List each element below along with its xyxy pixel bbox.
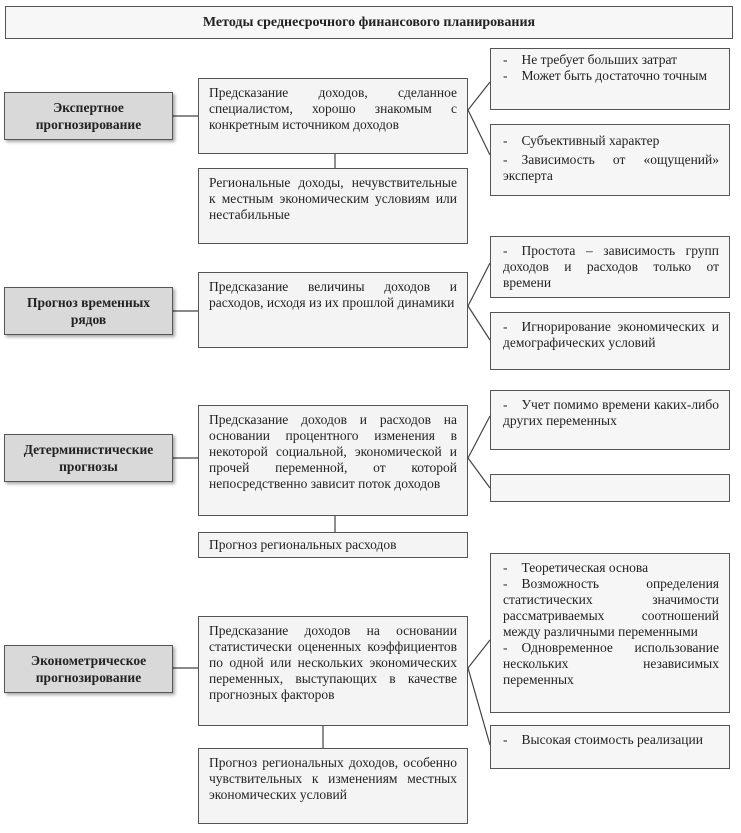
list-item: - Игнорирование экономических и демографических условий (503, 319, 719, 350)
method-description: Предсказание доходов, сделанное специалистом, хорошо знакомым с конкретным источником доходов (198, 78, 468, 154)
method-name-line: прогнозирование (35, 117, 142, 132)
method-deterministic-forecasts (4, 434, 173, 482)
list-item: - Одновременное использование нескольких независимых переменных (503, 640, 719, 687)
disadvantages-box (490, 312, 730, 370)
list-item: - Теоретическая основа (503, 560, 649, 575)
method-application: Прогноз региональных расходов (198, 532, 468, 558)
method-name-line: рядов (70, 312, 107, 327)
list-item: - Субъективный характер (503, 133, 660, 148)
method-description: Предсказание доходов на основании статистически оцененных коэффициентов по одной или нескольких экономических переменных, выступающих в качестве прогнозных факторов (198, 616, 468, 726)
method-description: Предсказание доходов и расходов на основании процентного изменения в некоторой социальной, экономической и прочей переменной, от которой непосредственно зависит поток доходов (198, 405, 468, 516)
disadvantages-box (490, 725, 730, 769)
advantages-box (490, 236, 730, 298)
advantages-box (490, 553, 730, 713)
method-application: Региональные доходы, нечувствительные к местным экономическим условиям или нестабильные (198, 168, 468, 244)
advantages-box (490, 390, 730, 450)
list-item: - Простота – зависимость групп доходов и расходов только от времени (503, 243, 719, 290)
method-name-line: прогнозы (59, 459, 118, 474)
method-expert-forecasting (4, 92, 173, 140)
method-econometric-forecasting (4, 645, 173, 693)
method-name-line: Эконометрическое (30, 653, 147, 668)
diagram-title: Методы среднесрочного финансового планирования (5, 6, 733, 39)
disadvantages-box-empty (490, 474, 730, 502)
method-time-series-forecast (4, 287, 173, 335)
list-item: - Возможность определения статистических значимости рассматриваемых соотношений между различными переменными (503, 576, 719, 639)
method-name-line: Прогноз временных (26, 295, 151, 310)
disadvantages-box (490, 124, 730, 196)
list-item: - Не требует больших затрат (503, 52, 678, 67)
list-item: - Высокая стоимость реализации (503, 732, 703, 747)
method-name-line: Экспертное (53, 100, 124, 115)
advantages-box (490, 48, 730, 110)
method-name-line: прогнозирование (35, 670, 142, 685)
method-description: Предсказание величины доходов и расходов, исходя из их прошлой динамики (198, 272, 468, 348)
method-name-line: Детерминистические (23, 442, 154, 457)
list-item: - Может быть достаточно точным (503, 68, 708, 83)
method-application: Прогноз региональных доходов, особенно чувствительных к изменениям местных экономических условий (198, 748, 468, 824)
list-item: - Зависимость от «ощущений» эксперта (503, 152, 719, 183)
list-item: - Учет помимо времени каких-либо других переменных (503, 397, 719, 428)
